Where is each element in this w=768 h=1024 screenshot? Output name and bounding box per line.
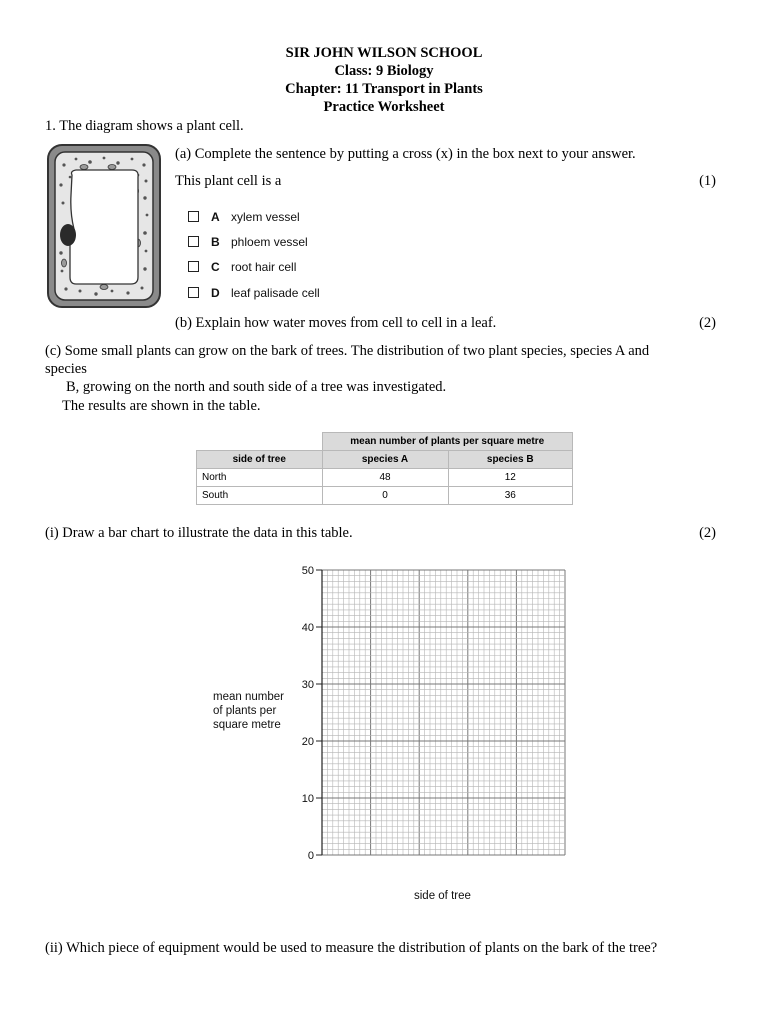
option-a[interactable] (188, 210, 300, 230)
option-text: leaf palisade cell (231, 286, 320, 300)
graph-paper[interactable] (280, 555, 580, 870)
part-a-stem: This plant cell is a (175, 173, 282, 189)
checkbox-d[interactable] (188, 287, 199, 298)
chapter-title: Chapter: 11 Transport in Plants (285, 81, 483, 97)
y-tick-label: 20 (301, 736, 314, 748)
y-axis-label: mean number of plants per square metre (213, 691, 284, 731)
option-b[interactable] (188, 235, 308, 255)
table-header-species-b: species B (448, 451, 573, 469)
part-c-line-4: The results are shown in the table. (62, 398, 261, 414)
option-text: phloem vessel (231, 235, 308, 249)
plant-cell-diagram (46, 143, 162, 309)
worksheet-title: Practice Worksheet (323, 99, 445, 115)
part-b-marks: (2) (699, 315, 716, 331)
y-tick-label: 30 (301, 679, 314, 691)
option-d[interactable] (188, 286, 320, 306)
row-side: North (197, 469, 323, 487)
option-letter: A (211, 210, 220, 224)
row-species-a: 48 (322, 469, 448, 487)
row-species-b: 12 (448, 469, 573, 487)
question-1-intro: 1. The diagram shows a plant cell. (45, 118, 244, 134)
part-c-line-1: (c) Some small plants can grow on the bark of trees. The distribution of two plant species, species A and (45, 343, 650, 359)
y-tick-label: 10 (301, 793, 314, 805)
part-ci-marks: (2) (699, 525, 716, 541)
checkbox-a[interactable] (188, 211, 199, 222)
x-axis-label: side of tree (414, 890, 471, 902)
option-text: xylem vessel (231, 210, 300, 224)
row-species-a: 0 (322, 487, 448, 505)
school-name: SIR JOHN WILSON SCHOOL (285, 45, 483, 61)
option-letter: D (211, 286, 220, 300)
checkbox-c[interactable] (188, 261, 199, 272)
option-text: root hair cell (231, 260, 297, 274)
class-title: Class: 9 Biology (334, 63, 434, 79)
part-cii-prompt: (ii) Which piece of equipment would be used to measure the distribution of plants on the bark of the tree? (45, 940, 658, 956)
y-tick-label: 0 (307, 850, 314, 862)
part-b-prompt: (b) Explain how water moves from cell to cell in a leaf. (175, 315, 497, 331)
y-tick-label: 50 (301, 565, 314, 577)
table-group-header: mean number of plants per square metre (322, 433, 573, 451)
results-table (196, 432, 573, 505)
row-side: South (197, 487, 323, 505)
checkbox-b[interactable] (188, 236, 199, 247)
part-c-line-2: species (45, 361, 87, 377)
y-tick-label: 40 (301, 622, 314, 634)
option-letter: C (211, 260, 220, 274)
table-row (197, 487, 573, 505)
table-header-species-a: species A (322, 451, 448, 469)
option-letter: B (211, 235, 220, 249)
row-species-b: 36 (448, 487, 573, 505)
part-a-marks: (1) (699, 173, 716, 189)
option-c[interactable] (188, 260, 296, 280)
part-a-prompt: (a) Complete the sentence by putting a cross (x) in the box next to your answer. (175, 146, 636, 162)
table-header-side: side of tree (197, 451, 323, 469)
part-ci-prompt: (i) Draw a bar chart to illustrate the data in this table. (45, 525, 353, 541)
part-c-line-3: B, growing on the north and south side of a tree was investigated. (66, 379, 447, 395)
table-row (197, 469, 573, 487)
